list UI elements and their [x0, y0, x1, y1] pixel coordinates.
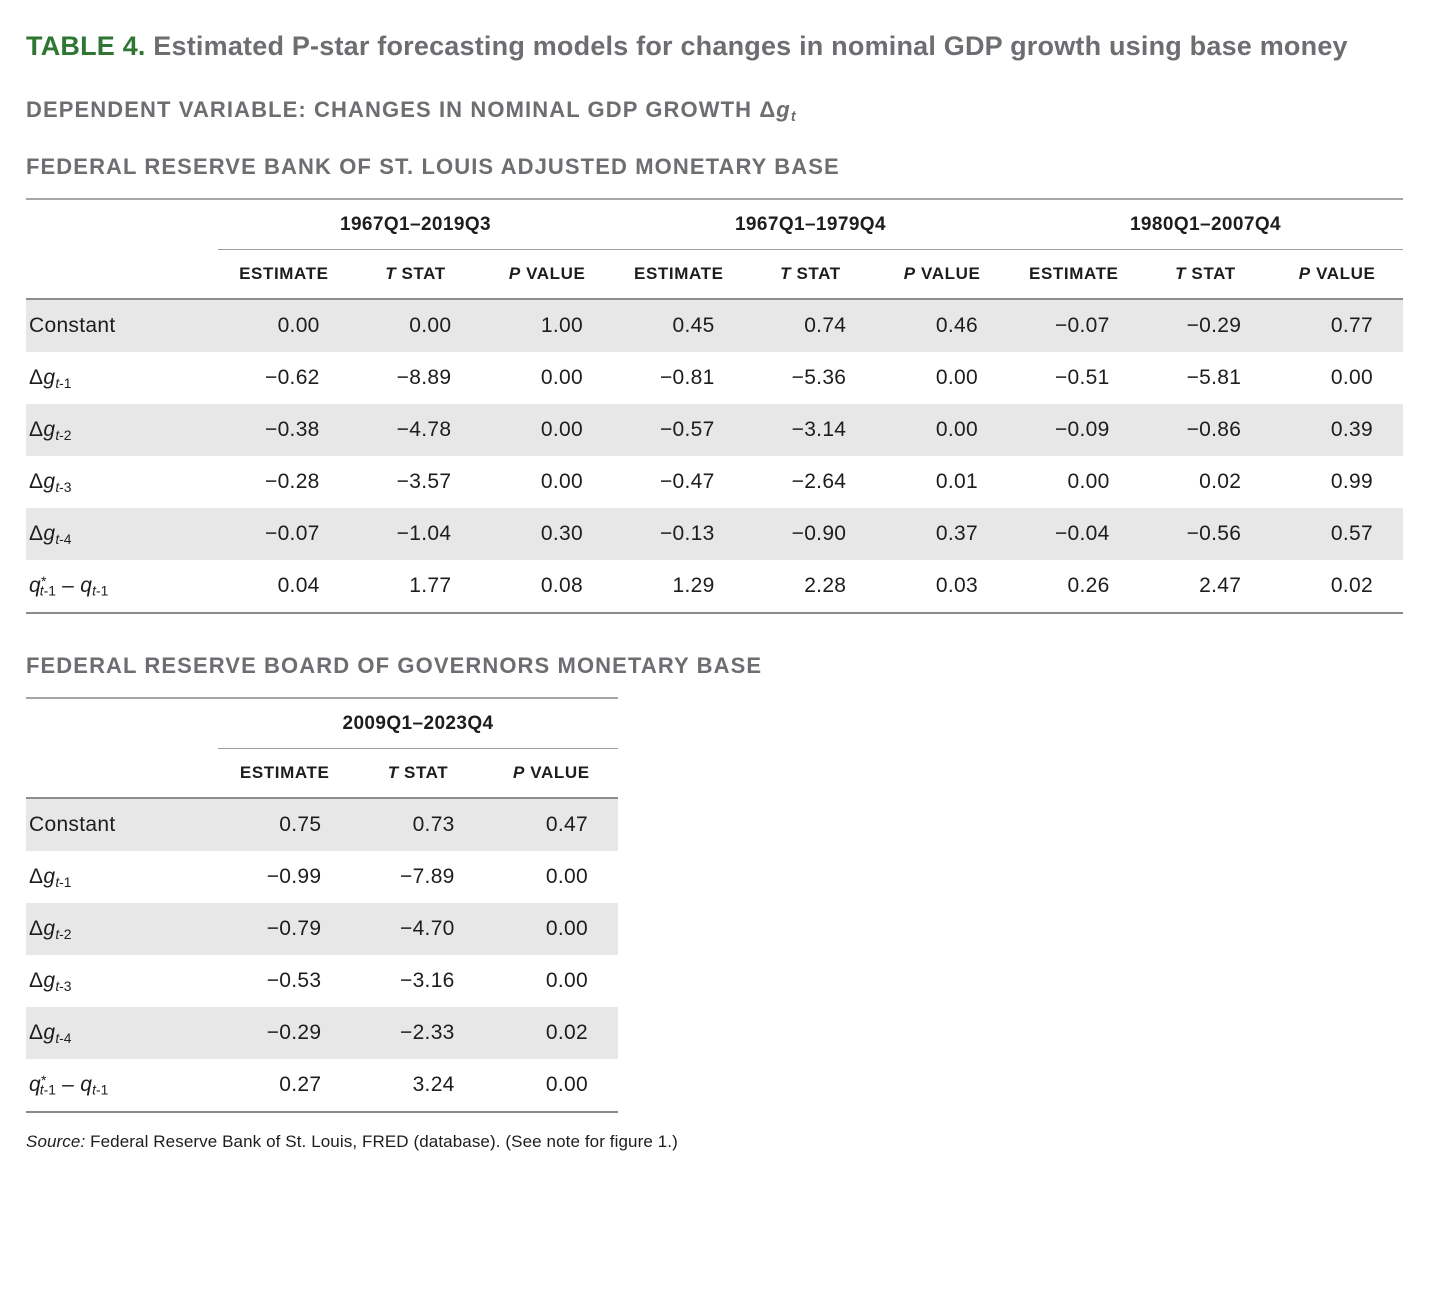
value-cell: 0.00: [277, 314, 320, 338]
table-number-tag: TABLE 4.: [26, 31, 146, 61]
column-header: P VALUE: [485, 749, 618, 799]
value-cell: −5.81: [1186, 366, 1242, 390]
column-header: P VALUE: [876, 250, 1008, 300]
value-cell: −0.53: [266, 969, 322, 993]
row-label: $\Delta g_{t-4}$: [29, 1020, 72, 1046]
value-cell: 0.03: [935, 574, 978, 598]
value-cell: −0.81: [659, 366, 715, 390]
value-cell: 0.00: [545, 917, 588, 941]
value-cell: −0.79: [266, 917, 322, 941]
period-header: 1980Q1–2007Q4: [1008, 199, 1403, 250]
column-header-row: [26, 250, 1403, 300]
value-cell: 2.47: [1199, 574, 1242, 598]
dependent-variable-heading: [26, 97, 1403, 130]
row-label: Constant: [29, 813, 116, 837]
table-row: [26, 404, 1403, 456]
value-cell: −0.28: [265, 470, 320, 494]
column-header-row: [26, 749, 618, 799]
row-label: $q^*_{t-1} - q_{t-1}$: [29, 573, 109, 599]
table-row: [26, 1059, 618, 1112]
page: [0, 28, 1440, 1152]
column-header: T STAT: [351, 749, 484, 799]
value-cell: 0.00: [540, 418, 583, 442]
governors-table-container: [26, 697, 1403, 1113]
section-heading-governors: FEDERAL RESERVE BOARD OF GOVERNORS MONETARY BASE: [26, 653, 763, 679]
period-row: [26, 199, 1403, 250]
stats-table: [26, 697, 618, 1113]
value-cell: 0.27: [279, 1073, 322, 1097]
value-cell: −0.09: [1054, 418, 1110, 442]
stats-table: [26, 198, 1403, 614]
table-row: [26, 299, 1403, 352]
value-cell: 0.45: [672, 314, 715, 338]
value-cell: −0.90: [791, 522, 847, 546]
table-row: [26, 560, 1403, 613]
value-cell: −3.16: [400, 969, 455, 993]
value-cell: 0.37: [935, 522, 978, 546]
source-note: [26, 1132, 1403, 1152]
table-row: [26, 851, 618, 903]
column-header: ESTIMATE: [218, 250, 350, 300]
value-cell: 0.26: [1067, 574, 1110, 598]
value-cell: −0.47: [659, 470, 715, 494]
period-header: 2009Q1–2023Q4: [218, 698, 618, 749]
row-label: $q^*_{t-1} - q_{t-1}$: [29, 1072, 109, 1098]
row-label: Constant: [29, 314, 116, 338]
value-cell: −1.04: [396, 522, 452, 546]
value-cell: 1.29: [672, 574, 715, 598]
value-cell: −0.86: [1186, 418, 1242, 442]
table-title: [26, 28, 1396, 65]
value-cell: 0.08: [540, 574, 583, 598]
row-label: $\Delta g_{t-1}$: [29, 864, 72, 890]
dependent-variable-text: DEPENDENT VARIABLE: CHANGES IN NOMINAL GDP GROWTH: [26, 97, 760, 122]
column-header: P VALUE: [481, 250, 613, 300]
value-cell: −0.62: [265, 366, 320, 390]
table-title-text: Estimated P-star forecasting models for changes in nominal GDP growth using base money: [145, 31, 1348, 61]
table-row: [26, 508, 1403, 560]
delta-g-symbol: $\Delta g_t$: [759, 97, 796, 126]
value-cell: 3.24: [412, 1073, 455, 1097]
value-cell: 0.00: [545, 969, 588, 993]
row-label: $\Delta g_{t-3}$: [29, 968, 72, 994]
column-header: ESTIMATE: [613, 250, 745, 300]
source-label: Source:: [26, 1132, 86, 1152]
row-label: $\Delta g_{t-3}$: [29, 469, 72, 495]
value-cell: −7.89: [400, 865, 455, 889]
value-cell: 0.00: [935, 418, 978, 442]
value-cell: 0.39: [1330, 418, 1373, 442]
value-cell: −0.29: [1186, 314, 1242, 338]
value-cell: −3.14: [791, 418, 847, 442]
table-row: [26, 456, 1403, 508]
value-cell: 0.74: [804, 314, 847, 338]
value-cell: 0.57: [1330, 522, 1373, 546]
table-row: [26, 903, 618, 955]
value-cell: −2.64: [791, 470, 847, 494]
value-cell: 0.00: [1067, 470, 1110, 494]
corner-cell: [26, 199, 218, 250]
period-header: 1967Q1–2019Q3: [218, 199, 613, 250]
value-cell: 0.02: [1199, 470, 1242, 494]
table-row: [26, 1007, 618, 1059]
row-label: $\Delta g_{t-4}$: [29, 521, 72, 547]
stlouis-table-container: [26, 198, 1403, 614]
value-cell: −0.57: [659, 418, 715, 442]
value-cell: 0.73: [412, 813, 455, 837]
value-cell: −0.07: [1054, 314, 1110, 338]
value-cell: −8.89: [396, 366, 452, 390]
row-label: $\Delta g_{t-2}$: [29, 916, 72, 942]
section-heading-stlouis: FEDERAL RESERVE BANK OF ST. LOUIS ADJUSTED MONETARY BASE: [26, 154, 840, 180]
source-text: Federal Reserve Bank of St. Louis, FRED (database). (See note for figure 1.): [85, 1132, 678, 1152]
column-header: ESTIMATE: [218, 749, 351, 799]
value-cell: −0.38: [265, 418, 320, 442]
period-header: 1967Q1–1979Q4: [613, 199, 1008, 250]
value-cell: 0.77: [1330, 314, 1373, 338]
value-cell: −5.36: [791, 366, 847, 390]
period-row: [26, 698, 618, 749]
value-cell: 0.99: [1330, 470, 1373, 494]
table-row: [26, 352, 1403, 404]
value-cell: 0.00: [409, 314, 452, 338]
row-label: $\Delta g_{t-2}$: [29, 417, 72, 443]
value-cell: 0.30: [540, 522, 583, 546]
value-cell: 0.00: [545, 865, 588, 889]
column-header: T STAT: [1140, 250, 1272, 300]
value-cell: −2.33: [400, 1021, 455, 1045]
value-cell: −0.13: [659, 522, 715, 546]
value-cell: 0.02: [545, 1021, 588, 1045]
value-cell: 0.00: [540, 470, 583, 494]
row-label: $\Delta g_{t-1}$: [29, 365, 72, 391]
column-header: T STAT: [350, 250, 482, 300]
column-header: T STAT: [745, 250, 877, 300]
value-cell: −0.07: [265, 522, 320, 546]
value-cell: −0.04: [1054, 522, 1110, 546]
value-cell: 0.00: [540, 366, 583, 390]
value-cell: 1.77: [409, 574, 452, 598]
value-cell: −0.56: [1186, 522, 1242, 546]
value-cell: −3.57: [396, 470, 452, 494]
value-cell: 0.00: [545, 1073, 588, 1097]
table-row: [26, 955, 618, 1007]
value-cell: 0.46: [935, 314, 978, 338]
column-header: ESTIMATE: [1008, 250, 1140, 300]
value-cell: −0.29: [266, 1021, 322, 1045]
table-row: [26, 798, 618, 851]
value-cell: 0.01: [935, 470, 978, 494]
value-cell: 0.02: [1330, 574, 1373, 598]
value-cell: −0.99: [266, 865, 322, 889]
value-cell: −4.70: [400, 917, 455, 941]
corner-cell: [26, 749, 218, 799]
value-cell: 0.00: [935, 366, 978, 390]
value-cell: 2.28: [804, 574, 847, 598]
value-cell: −4.78: [396, 418, 452, 442]
corner-cell: [26, 698, 218, 749]
value-cell: 0.75: [279, 813, 322, 837]
column-header: P VALUE: [1271, 250, 1403, 300]
value-cell: 0.04: [277, 574, 320, 598]
corner-cell: [26, 250, 218, 300]
value-cell: 1.00: [540, 314, 583, 338]
value-cell: 0.47: [545, 813, 588, 837]
value-cell: −0.51: [1054, 366, 1110, 390]
value-cell: 0.00: [1330, 366, 1373, 390]
